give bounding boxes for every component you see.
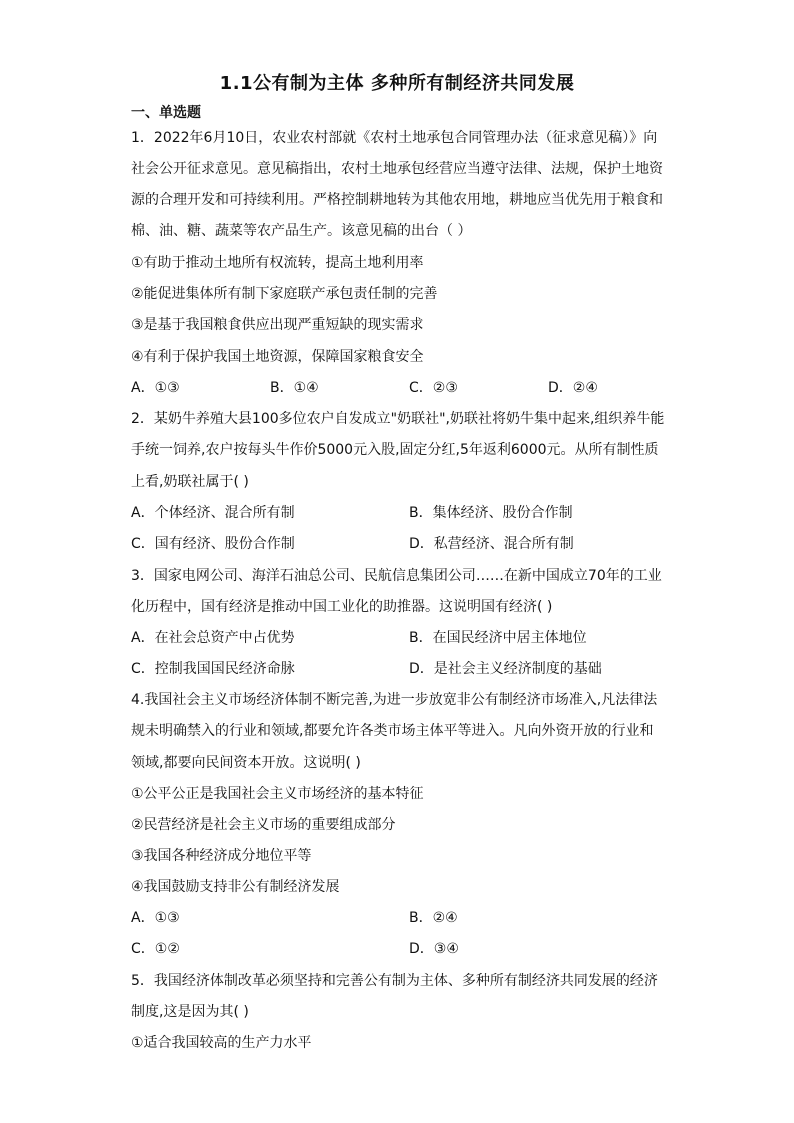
question-1-option-d: D．②④ [548, 380, 598, 396]
question-1-line-3: 源的合理开发和可持续利用。严格控制耕地转为其他农用地，耕地应当优先用于粮食和 [131, 192, 663, 208]
question-3-line-1: 3．国家电网公司、海洋石油总公司、民航信息集团公司……在新中国成立70年的工业 [131, 568, 662, 584]
question-2-line-2: 手统一饲养,农户按每头牛作价5000元入股,固定分红,5年返利6000元。从所有制性质 [131, 442, 659, 458]
question-3-option-c: C．控制我国国民经济命脉 [131, 661, 295, 677]
question-2-line-1: 2．某奶牛养殖大县100多位农户自发成立"奶联社",奶联社将奶牛集中起来,组织养牛能 [131, 411, 665, 427]
question-4-statement-1: ①公平公正是我国社会主义市场经济的基本特征 [131, 786, 424, 802]
question-1-statement-4: ④有利于保护我国土地资源，保障国家粮食安全 [131, 349, 424, 365]
question-5-line-1: 5．我国经济体制改革必须坚持和完善公有制为主体、多种所有制经济共同发展的经济 [131, 973, 658, 989]
question-5-statement-1: ①适合我国较高的生产力水平 [131, 1035, 312, 1051]
question-1-option-b: B．①④ [270, 380, 319, 396]
question-4-option-a: A．①③ [131, 910, 180, 926]
question-1-option-a: A．①③ [131, 380, 180, 396]
question-1-line-4: 棉、油、糖、蔬菜等农产品生产。该意见稿的出台（ ） [131, 223, 472, 239]
question-2-option-c: C．国有经济、股份合作制 [131, 536, 295, 552]
document-title: 1.1公有制为主体 多种所有制经济共同发展 [219, 73, 575, 94]
question-1-statement-3: ③是基于我国粮食供应出现严重短缺的现实需求 [131, 317, 424, 333]
question-4-option-d: D．③④ [409, 941, 459, 957]
question-2-option-b: B．集体经济、股份合作制 [409, 505, 573, 521]
question-2-option-a: A．个体经济、混合所有制 [131, 505, 295, 521]
question-3-line-2: 化历程中，国有经济是推动中国工业化的助推器。这说明国有经济( ) [131, 599, 553, 615]
question-4-statement-3: ③我国各种经济成分地位平等 [131, 848, 312, 864]
question-4-option-c: C．①② [131, 941, 180, 957]
question-4-line-3: 领域,都要向民间资本开放。这说明( ) [131, 755, 361, 771]
question-3-option-d: D．是社会主义经济制度的基础 [409, 661, 602, 677]
section-heading: 一、单选题 [131, 105, 201, 121]
question-1-option-c: C．②③ [409, 380, 458, 396]
question-1-line-2: 社会公开征求意见。意见稿指出，农村土地承包经营应当遵守法律、法规，保护土地资 [131, 161, 663, 177]
question-4-line-2: 规未明确禁入的行业和领域,都要允许各类市场主体平等进入。凡向外资开放的行业和 [131, 723, 654, 739]
question-4-line-1: 4.我国社会主义市场经济体制不断完善,为进一步放宽非公有制经济市场准入,凡法律法 [131, 692, 658, 708]
question-2-line-3: 上看,奶联社属于( ) [131, 474, 249, 490]
question-5-line-2: 制度,这是因为其( ) [131, 1004, 249, 1020]
question-3-option-b: B．在国民经济中居主体地位 [409, 630, 587, 646]
question-1-statement-2: ②能促进集体所有制下家庭联产承包责任制的完善 [131, 286, 438, 302]
question-3-option-a: A．在社会总资产中占优势 [131, 630, 295, 646]
question-4-statement-2: ②民营经济是社会主义市场的重要组成部分 [131, 817, 396, 833]
question-4-option-b: B．②④ [409, 910, 458, 926]
question-1-line-1: 1．2022年6月10日，农业农村部就《农村土地承包合同管理办法（征求意见稿）》向 [131, 130, 658, 146]
question-4-statement-4: ④我国鼓励支持非公有制经济发展 [131, 879, 340, 895]
question-2-option-d: D．私营经济、混合所有制 [409, 536, 574, 552]
question-1-statement-1: ①有助于推动土地所有权流转，提高土地利用率 [131, 255, 424, 271]
